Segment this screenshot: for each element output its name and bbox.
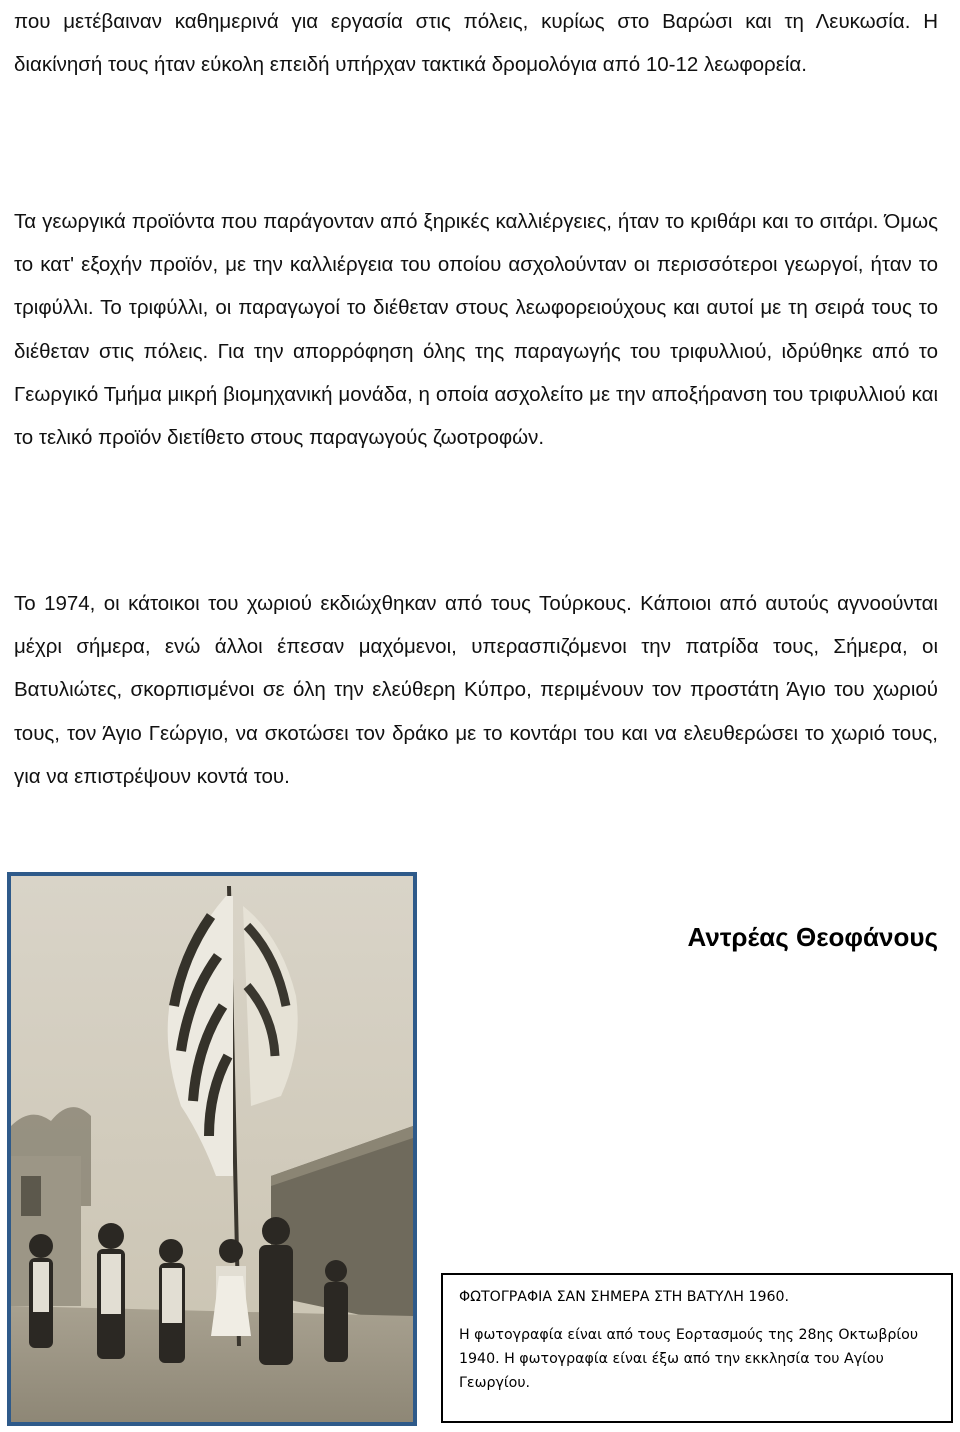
photo-caption-box [441,1273,953,1423]
historic-photo [7,872,417,1426]
paragraph-1974: Το 1974, οι κάτοικοι του χωριού εκδιώχθηκαν από τους Τούρκους. Κάποιοι από αυτούς αγνοούνται μέχρι σήμερα, ενώ άλλοι έπεσαν μαχόμενοι, υπερασπιζόμενοι την πατρίδα τους, Σήμερα, οι Βατυλιώτες, σκορπισμένοι σε όλη την ελεύθερη Κύπρο, περιμένουν τον προστάτη Άγιο του χωριού τους, τον Άγιο Γεώργιο, να σκοτώσει τον δράκο με το κοντάρι του και να ελευθερώσει το χωριό τους, για να επιστρέψουν κοντά του. [14,592,938,788]
author-name: Αντρέας Θεοφάνους [687,922,938,952]
paragraph-commute: που μετέβαιναν καθημερινά για εργασία στις πόλεις, κυρίως στο Βαρώσι και τη Λευκωσία. Η διακίνησή τους ήταν εύκολη επειδή υπήρχαν τακτικά δρομολόγια από 10-12 λεωφορεία. [14,10,938,77]
caption-title: ΦΩΤΟΓΡΑΦΙΑ ΣΑΝ ΣΗΜΕΡΑ ΣΤΗ ΒΑΤΥΛΗ 1960. [459,1289,790,1305]
caption-description: Η φωτογραφία είναι από τους Εορτασμούς της 28ης Οκτωβρίου 1940. Η φωτογραφία είναι έξω από την εκκλησία του Αγίου Γεωργίου. [459,1327,919,1391]
paragraph-agriculture: Τα γεωργικά προϊόντα που παράγονταν από ξηρικές καλλιέργειες, ήταν το κριθάρι και το σιτάρι. Όμως το κατ' εξοχήν προϊόν, με την καλλιέργεια του οποίου ασχολούνταν οι περισσότεροι γεωργοί, ήταν το τριφύλλι. Το τριφύλλι, οι παραγωγοί το διέθεταν στους λεωφορειούχους και αυτοί με τη σειρά τους το διέθεταν στις πόλεις. Για την απορρόφηση όλης της παραγωγής του τριφυλλιού, ιδρύθηκε από το Γεωργικό Τμήμα μικρή βιομηχανική μονάδα, η οποία ασχολείτο με την αποξήρανση του τριφυλλιού και το τελικό προϊόν διετίθετο στους παραγωγούς ζωοτροφών. [14,210,938,450]
